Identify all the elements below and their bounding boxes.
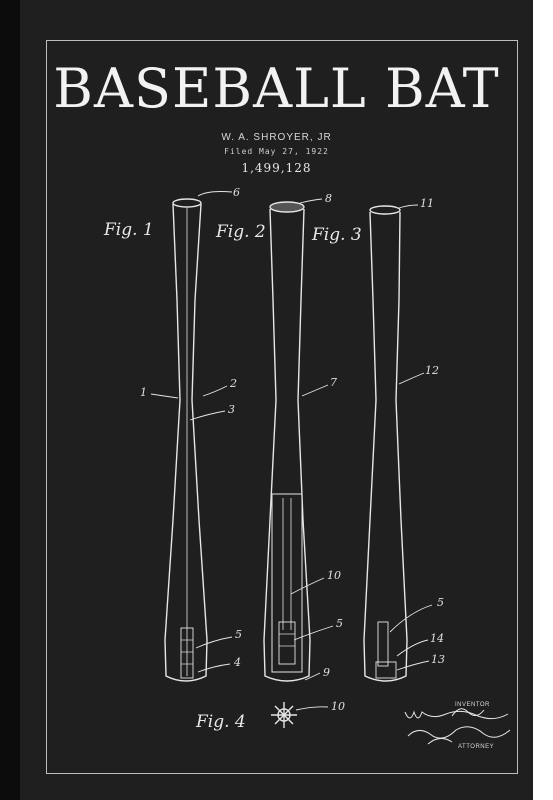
signature-attorney (408, 727, 510, 744)
inventor-label: INVENTOR (455, 702, 490, 708)
fig-4-star-detail (271, 702, 297, 728)
inventor-name: W. A. SHROYER, JR (221, 132, 332, 143)
filed-date: Filed May 27, 1922 (224, 147, 329, 156)
fig-1-label: Fig. 1 (104, 220, 154, 240)
fig-2-label: Fig. 2 (216, 222, 266, 242)
bat-fig-3 (364, 206, 407, 681)
ref-number: 13 (431, 653, 445, 666)
bat-fig-1 (165, 199, 207, 681)
signature-inventor (405, 709, 508, 719)
ref-number: 5 (437, 596, 444, 609)
ref-number: 1 (140, 386, 147, 399)
ref-number: 2 (230, 377, 237, 390)
ref-number: 6 (233, 186, 240, 199)
ref-number: 5 (235, 628, 242, 641)
ref-number: 9 (323, 666, 330, 679)
ref-number: 8 (325, 192, 332, 205)
ref-number: 10 (331, 700, 345, 713)
fig-4-label: Fig. 4 (196, 712, 246, 732)
patent-number: 1,499,128 (241, 161, 312, 175)
ref-number: 10 (327, 569, 341, 582)
ref-number: 5 (336, 617, 343, 630)
ref-number: 14 (430, 632, 444, 645)
ref-number: 11 (420, 197, 434, 210)
ref-number: 4 (234, 656, 241, 669)
page-title: BASEBALL BAT (53, 57, 500, 120)
ref-number: 3 (228, 403, 235, 416)
ref-number: 12 (425, 364, 439, 377)
attorney-label: ATTORNEY (458, 744, 495, 750)
fig-3-label: Fig. 3 (312, 225, 362, 245)
ref-number: 7 (330, 376, 337, 389)
bat-fig-2 (264, 202, 310, 681)
